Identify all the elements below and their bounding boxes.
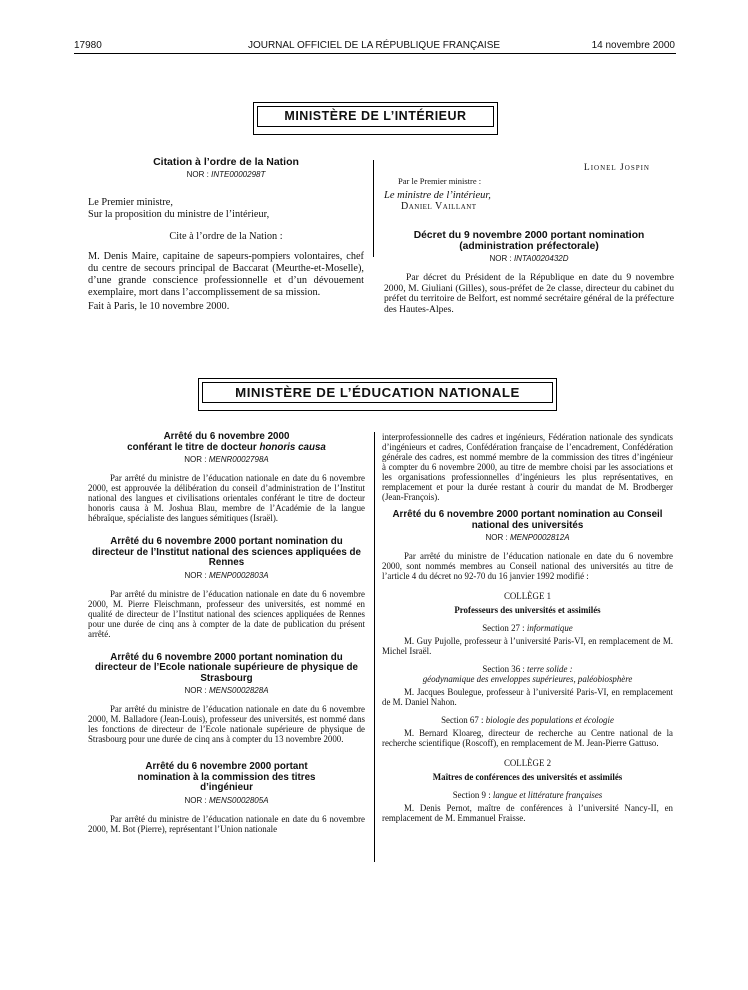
arrete-honoris-causa — [88, 432, 365, 523]
section-36-heading-cont: géodynamique des enveloppes supérieures, paléobiosphère — [422, 674, 633, 684]
citation-line2: Sur la proposition du ministre de l’intérieur, — [88, 208, 270, 220]
citation-cite: Cite à l’ordre de la Nation : — [169, 230, 283, 242]
arrete-3-body: Par arrêté du ministre de l’éducation nationale en date du 6 novembre 2000, M. Balladore (Jean-Louis), professeur des universités, est nommé dans les fonctions de directeur de l’Ecole nationale supérieure de physique de Strasbourg pour une durée de cinq ans à compter du 13 novembre 2000. — [88, 704, 365, 744]
journal-title: JOURNAL OFFICIEL DE LA RÉPUBLIQUE FRANÇAISE — [247, 40, 501, 51]
arrete-1-nor: NOR : MENR0002798A — [184, 455, 269, 464]
college-2-subheading: Maîtres de conférences des universités et assimilés — [432, 772, 623, 782]
ministry-education-box — [198, 378, 557, 411]
arrete-insa-rennes — [88, 537, 365, 639]
section-27-body: M. Guy Pujolle, professeur à l’université Paris-VI, en remplacement de M. Michel Israël. — [382, 636, 673, 656]
section-9-body: M. Denis Pernot, maître de conférences à l’université Nancy-II, en remplacement de M. Emmanuel Fraisse. — [382, 803, 673, 823]
ministry-interieur-box — [253, 102, 498, 135]
education-right-column — [382, 432, 673, 823]
arrete-4-nor: NOR : MENS0002805A — [184, 795, 269, 805]
header-rule — [74, 53, 676, 54]
college-1-subheading: Professeurs des universités et assimilés — [454, 605, 601, 615]
page-number: 17980 — [74, 40, 102, 51]
arrete-1-body: Par arrêté du ministre de l’éducation nationale en date du 6 novembre 2000, est approuvée la délibération du conseil d’administration de l’Institut national des langues et civilisations orientales conférant le titre de docteur honoris causa à M. Joshua Blau, membre de l’Académie de la langue hébraïque, spécialiste des langues sémitiques (Israël). — [88, 473, 365, 523]
arrete-ensp-strasbourg — [88, 653, 365, 745]
section-36-body: M. Jacques Boulegue, professeur à l’université Paris-VI, en remplacement de M. Daniel Nahon. — [382, 687, 673, 707]
arrete-3-title: Arrêté du 6 novembre 2000 portant nomination du directeur de l’Ecole nationale supérieure de physique de Strasbourg — [95, 651, 358, 684]
ministry-interieur-title: MINISTÈRE DE L’INTÉRIEUR — [257, 106, 494, 127]
arrete-cnu-title: Arrêté du 6 novembre 2000 portant nomination au Conseil national des universités — [392, 509, 663, 531]
arrete-3-nor: NOR : MENS0002828A — [184, 686, 269, 695]
decree-body: Par décret du Président de la République en date du 9 novembre 2000, M. Giuliani (Gilles), sous-préfet de 2e classe, directeur du cabinet du préfet du territoire de Belfort, est nommé secrétaire général de la préfecture des Hautes-Alpes. — [384, 271, 674, 315]
citation-line1: Le Premier ministre, — [88, 196, 173, 208]
decree-nor: NOR : INTA0020432D — [489, 254, 569, 264]
arrete-cnu-body: Par arrêté du ministre de l’éducation nationale en date du 6 novembre 2000, sont nommés membres au Conseil national des universités au titre de l’article 4 du décret no 92-70 du 16 janvier 1992 modifié : — [382, 551, 673, 581]
college-1-heading: COLLÈGE 1 — [503, 591, 552, 601]
ministry-education-title: MINISTÈRE DE L’ÉDUCATION NATIONALE — [202, 382, 553, 403]
column-divider-bottom — [374, 432, 375, 862]
education-left-column — [88, 432, 365, 834]
decree-title: Décret du 9 novembre 2000 portant nomination (administration préfectorale) — [413, 230, 645, 253]
citation-nor: NOR : INTE0000298T — [186, 170, 266, 179]
section-27-heading: Section 27 : informatique — [482, 623, 573, 633]
citation-body: M. Denis Maire, capitaine de sapeurs-pompiers volontaires, chef du centre de secours principal de Baccarat (Meurthe-et-Moselle), d’une grande conscience professionnelle et d’un dévouement exemplaire, mort dans l’accomplissement de sa mission. — [88, 250, 364, 298]
par-premier-ministre: Par le Premier ministre : — [398, 175, 482, 186]
citation-done: Fait à Paris, le 10 novembre 2000. — [88, 300, 230, 312]
arrete-1-title: Arrêté du 6 novembre 2000 conférant le titre de docteur honoris causa — [127, 431, 326, 453]
minister-title: Le ministre de l’intérieur, — [384, 190, 491, 202]
decree-section — [384, 163, 674, 315]
section-9-heading: Section 9 : langue et littérature françaises — [452, 790, 603, 800]
section-67-heading: Section 67 : biologie des populations et écologie — [441, 715, 614, 725]
citation-heading: Citation à l’ordre de la Nation — [153, 156, 299, 168]
arrete-2-title: Arrêté du 6 novembre 2000 portant nomination du directeur de l’Institut national des sciences appliquées de Rennes — [92, 536, 361, 568]
section-67-body: M. Bernard Kloareg, directeur de recherche au Centre national de la recherche scientifique (Roscoff), en remplacement de M. Jean-Pierre Gattuso. — [382, 728, 673, 748]
arrete-cnu — [382, 510, 673, 823]
section-36-heading: Section 36 : terre solide : — [482, 664, 573, 674]
citation-section — [88, 157, 364, 313]
signature-pm: Lionel Jospin — [583, 163, 650, 173]
arrete-cnu-nor: NOR : MENP0002812A — [485, 533, 570, 542]
arrete-2-body: Par arrêté du ministre de l’éducation nationale en date du 6 novembre 2000, M. Pierre Fleischmann, professeur des universités, est nommé en qualité de directeur de l’Institut national des sciences appliquées de Rennes pour une durée de cinq ans à compter de la date de publication du présent arrêté. — [88, 588, 365, 639]
minister-name: Daniel Vaillant — [401, 200, 477, 212]
column-divider-top — [373, 160, 374, 257]
college-2-heading: COLLÈGE 2 — [503, 758, 552, 768]
issue-date: 14 novembre 2000 — [591, 40, 675, 51]
arrete-2-nor: NOR : MENP0002803A — [184, 570, 269, 580]
commission-continuation: interprofessionnelle des cadres et ingénieurs, Fédération nationale des syndicats d’ingénieurs et cadres, Confédération française de l’encadrement, Confédération générale des cadres, est nommé membre de la commission des titres d’ingénieur à compter du 6 novembre 2000, au titre de membre choisi par les associations et les organisations professionnelles d’ingénieurs les plus représentatives, en remplacement et pour la durée restant à courir du mandat de M. Brodberger (Jean-François). — [382, 432, 673, 502]
arrete-4-title: Arrêté du 6 novembre 2000 portant nomination à la commission des titres d’ingénieur — [137, 761, 316, 793]
arrete-4-body: Par arrêté du ministre de l’éducation nationale en date du 6 novembre 2000, M. Bot (Pierre), représentant l’Union nationale — [88, 813, 365, 834]
arrete-commission-titres — [88, 762, 365, 834]
